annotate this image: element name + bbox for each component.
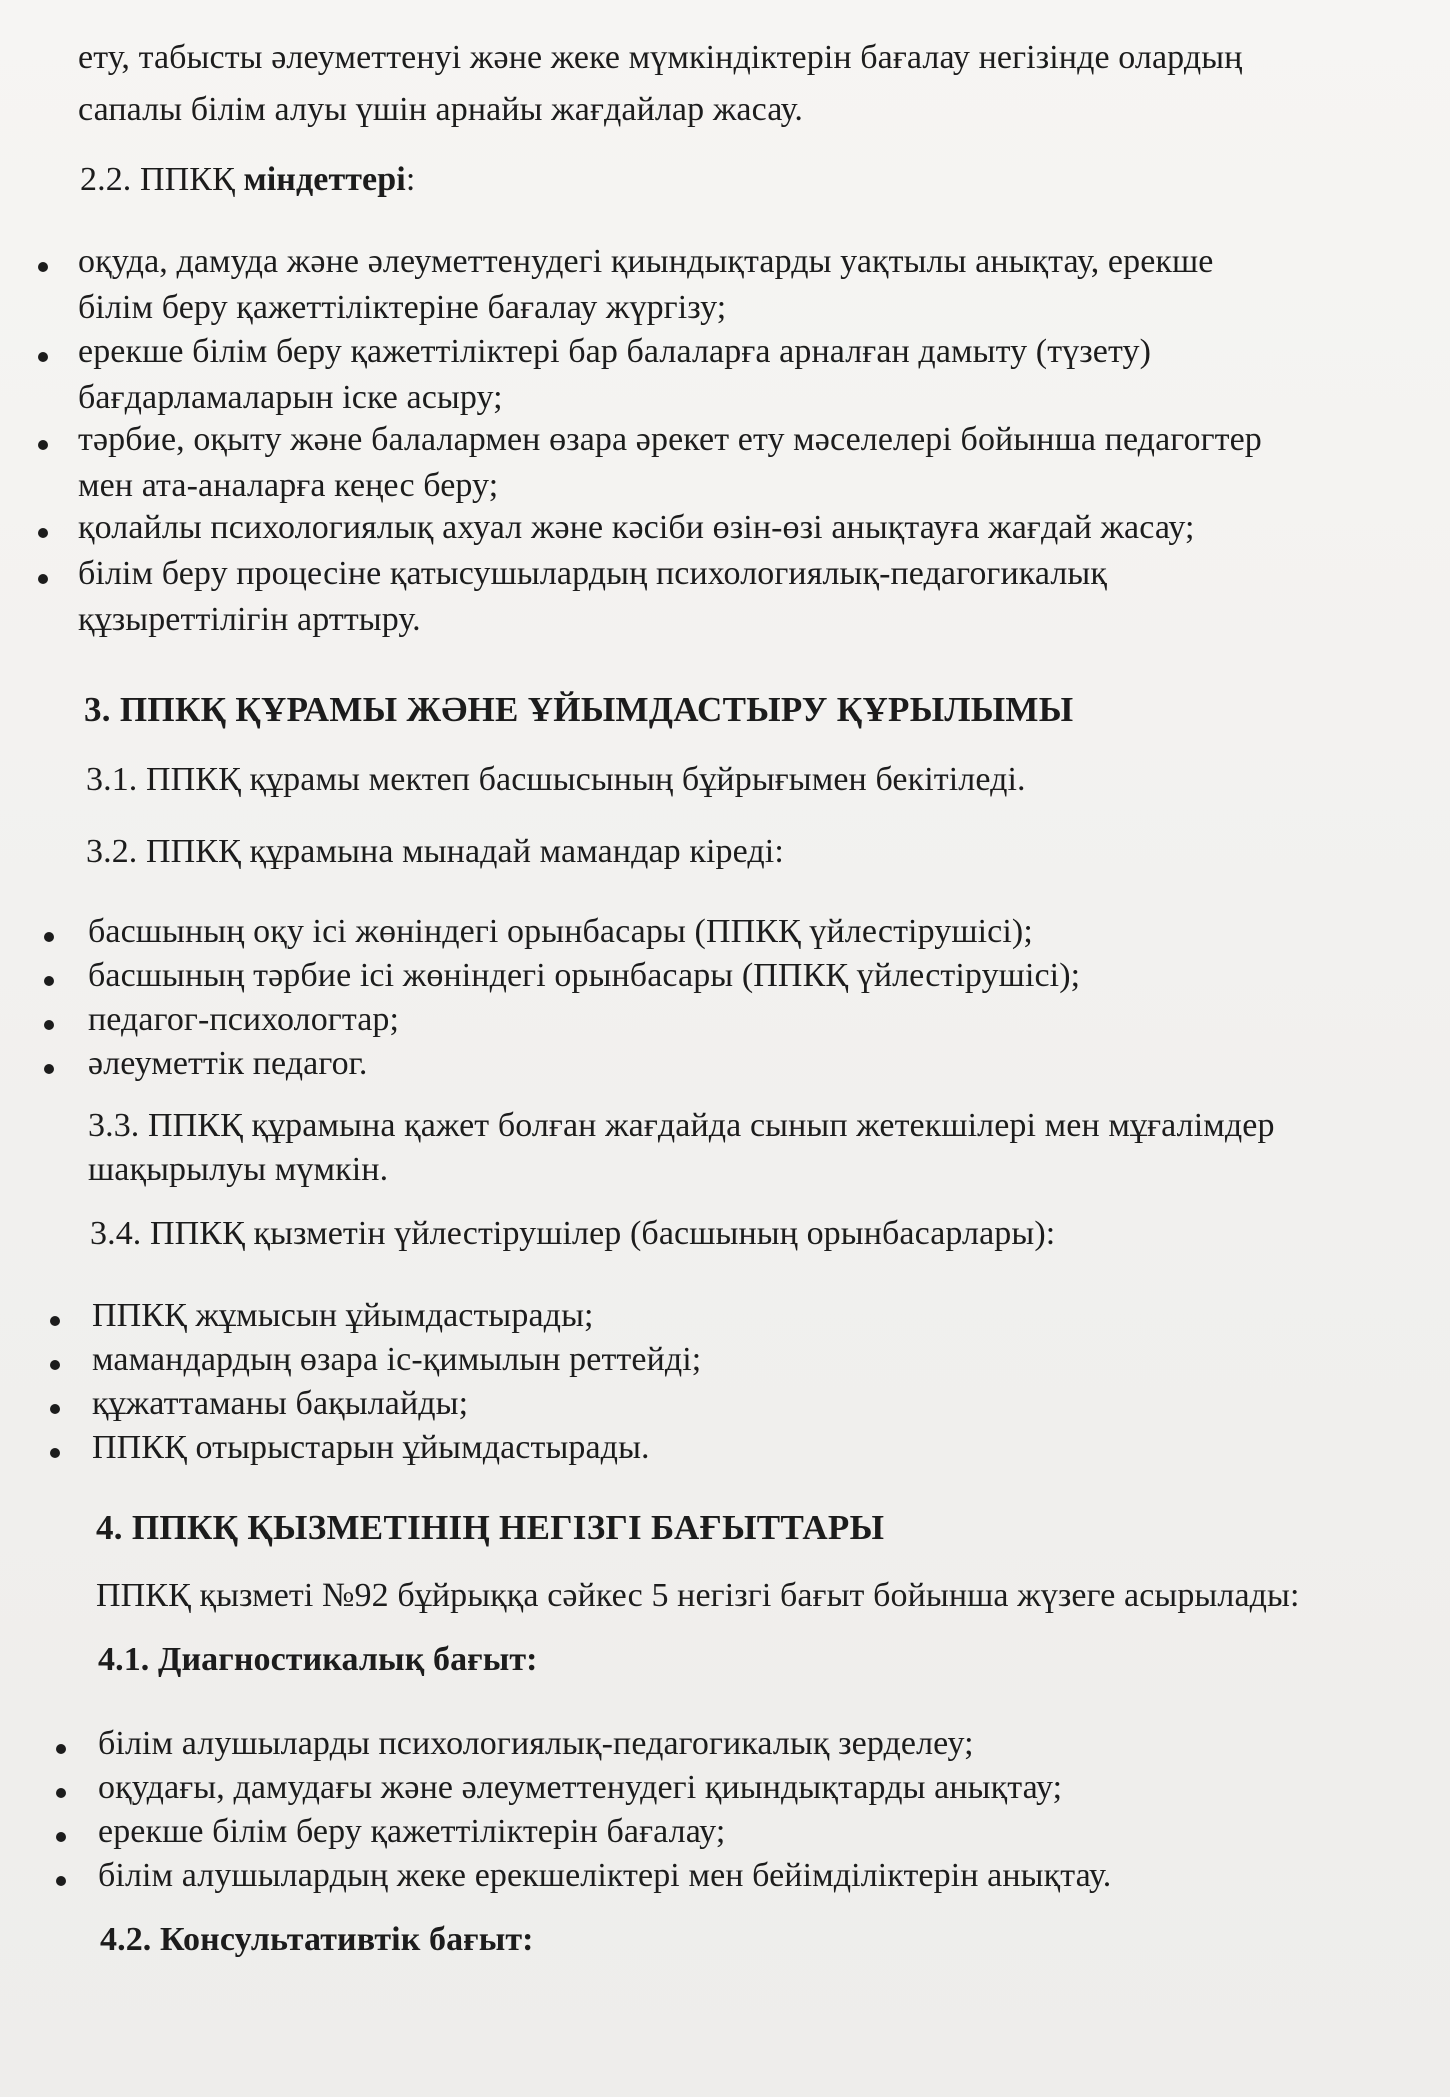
section-4-intro: ППКҚ қызметі №92 бұйрыққа сәйкес 5 негізгі бағыт бойынша жүзеге асырылады: (96, 1577, 1300, 1614)
section-3-heading: 3. ППКҚ ҚҰРАМЫ ЖӘНЕ ҰЙЫМДАСТЫРУ ҚҰРЫЛЫМЫ (84, 690, 1074, 729)
section-2-2-heading (80, 160, 415, 200)
list-item: оқуда, дамуда және әлеуметтенудегі қиындықтарды уақтылы анықтау, ерекше (78, 243, 1214, 280)
bullet-icon (44, 976, 54, 986)
intro-line-1: ету, табысты әлеуметтенуі және жеке мүмкіндіктерін бағалау негізінде олардың (78, 39, 1243, 76)
bullet-icon (56, 1788, 66, 1798)
paragraph-3-3-line-2: шақырылуы мүмкін. (88, 1151, 389, 1188)
bullet-icon (44, 1020, 54, 1030)
list-item: ППКҚ жұмысын ұйымдастырады; (92, 1297, 594, 1334)
bullet-icon (38, 440, 48, 450)
bullet-icon (56, 1744, 66, 1754)
list-item: білім алушылардың жеке ерекшеліктері мен бейімділіктерін анықтау. (98, 1857, 1112, 1894)
intro-line-2: сапалы білім алуы үшін арнайы жағдайлар жасау. (78, 91, 803, 128)
list-item: ППКҚ отырыстарын ұйымдастырады. (92, 1429, 650, 1466)
list-item: басшының оқу ісі жөніндегі орынбасары (ППКҚ үйлестірушісі); (88, 913, 1033, 950)
list-item: педагог-психологтар; (88, 1001, 400, 1038)
list-item: тәрбие, оқыту және балалармен өзара әрекет ету мәселелері бойынша педагогтер (78, 421, 1262, 458)
list-item-continuation: білім беру қажеттіліктеріне бағалау жүргізу; (78, 289, 727, 326)
bullet-icon (38, 262, 48, 272)
list-item-continuation: мен ата-аналарға кеңес беру; (78, 467, 499, 504)
section-2-2-number: 2.2. ППКҚ (80, 161, 244, 198)
bullet-icon (50, 1448, 60, 1458)
paragraph-3-2: 3.2. ППКҚ құрамына мынадай мамандар кіреді: (86, 833, 784, 870)
list-item: басшының тәрбие ісі жөніндегі орынбасары (ППКҚ үйлестірушісі); (88, 957, 1081, 994)
section-2-2-colon: : (405, 161, 416, 198)
list-item-continuation: құзыреттілігін арттыру. (78, 601, 421, 638)
list-item: қолайлы психологиялық ахуал және кәсіби өзін-өзі анықтауға жағдай жасау; (78, 509, 1195, 546)
list-item: әлеуметтік педагог. (88, 1045, 368, 1082)
bullet-icon (44, 1064, 54, 1074)
paragraph-3-3-line-1: 3.3. ППКҚ құрамына қажет болған жағдайда сынып жетекшілері мен мұғалімдер (88, 1107, 1275, 1144)
bullet-icon (50, 1316, 60, 1326)
list-item: білім беру процесіне қатысушылардың психологиялық-педагогикалық (78, 555, 1107, 592)
bullet-icon (38, 574, 48, 584)
list-item-continuation: бағдарламаларын іске асыру; (78, 379, 503, 416)
paragraph-3-4: 3.4. ППКҚ қызметін үйлестірушілер (басшының орынбасарлары): (90, 1215, 1056, 1252)
bullet-icon (44, 932, 54, 942)
bullet-icon (56, 1876, 66, 1886)
bullet-icon (50, 1404, 60, 1414)
list-item: білім алушыларды психологиялық-педагогикалық зерделеу; (98, 1725, 974, 1762)
list-item: мамандардың өзара іс-қимылын реттейді; (92, 1341, 702, 1378)
section-4-1-heading: 4.1. Диагностикалық бағыт: (98, 1641, 538, 1678)
list-item: ерекше білім беру қажеттіліктерін бағалау; (98, 1813, 726, 1850)
section-2-2-title: міндеттері (243, 161, 406, 198)
list-item: оқудағы, дамудағы және әлеуметтенудегі қиындықтарды анықтау; (98, 1769, 1063, 1806)
bullet-icon (38, 352, 48, 362)
bullet-icon (38, 528, 48, 538)
section-4-2-heading: 4.2. Консультативтік бағыт: (100, 1921, 534, 1958)
list-item: құжаттаманы бақылайды; (92, 1385, 469, 1422)
bullet-icon (56, 1832, 66, 1842)
bullet-icon (50, 1360, 60, 1370)
section-4-heading: 4. ППКҚ ҚЫЗМЕТІНІҢ НЕГІЗГІ БАҒЫТТАРЫ (96, 1508, 885, 1547)
paragraph-3-1: 3.1. ППКҚ құрамы мектеп басшысының бұйрығымен бекітіледі. (86, 761, 1026, 798)
list-item: ерекше білім беру қажеттіліктері бар балаларға арналған дамыту (түзету) (78, 333, 1152, 370)
